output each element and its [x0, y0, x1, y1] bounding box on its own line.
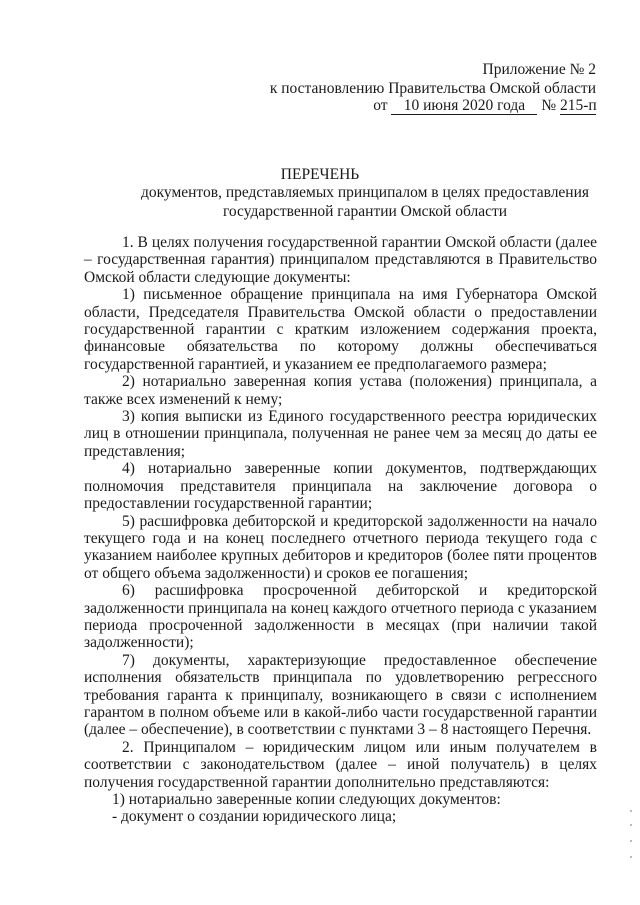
paragraph-1: 1. В целях получения государственной гарантии Омской области (далее – государственная гарантия) принципалом представляются в Правительство Омской области следующие документы:: [84, 234, 597, 286]
document-title: ПЕРЕЧЕНЬ: [280, 166, 360, 183]
resolution-number: 215-п: [560, 97, 597, 114]
paragraph-1-item-7: 7) документы, характеризующие предоставленное обеспечение исполнения обязательств принципала по удовлетворению регрессного требования гаранта к принципалу, возникающего в связи с исполнением гарантом в полном объеме или в какой-либо части государственной гарантии (далее – обеспечение), в соответствии с пунктами 3 – 8 настоящего Перечня.: [84, 651, 597, 739]
from-label: от: [373, 97, 388, 114]
resolution-reference: к постановлению Правительства Омской области: [269, 80, 596, 97]
document-body: [84, 234, 597, 826]
resolution-date-line: [373, 96, 596, 115]
paragraph-1-item-3: 3) копия выписки из Единого государственного реестра юридических лиц в отношении принципала, полученная не ранее чем за месяц до даты ее представления;: [84, 408, 597, 460]
paragraph-2: 2. Принципалом – юридическим лицом или иным получателем в соответствии с законодательством (далее – иной получатель) в целях получения государственной гарантии дополнительно представляются:: [84, 738, 597, 791]
number-label: №: [541, 97, 557, 114]
resolution-date: 10 июня 2020 года: [391, 97, 537, 115]
paragraph-1-item-2: 2) нотариально заверенная копия устава (положения) принципала, а также всех изменений к нему;: [84, 373, 597, 408]
paragraph-2-item-1: 1) нотариально заверенные копии следующих документов:: [112, 791, 501, 808]
paragraph-1-item-4: 4) нотариально заверенные копии документов, подтверждающих полномочия представителя принципала на заключение договора о предоставлении государственной гарантии;: [84, 460, 597, 513]
paragraph-1-item-6: 6) расшифровка просроченной дебиторской и кредиторской задолженности принципала на конец каждого отчетного периода с указанием периода просроченной задолженности в месяцах (при наличии такой задолженности);: [84, 582, 597, 652]
appendix-label: Приложение № 2: [482, 61, 596, 78]
scan-margin-marks: [628, 810, 632, 870]
paragraph-1-item-5: 5) расшифровка дебиторской и кредиторской задолженности на начало текущего года и на конец последнего отчетного периода текущего года с указанием наиболее крупных дебиторов и кредиторов (более пяти процентов от общего объема задолженности) и сроков ее погашения;: [84, 512, 597, 582]
paragraph-1-item-1: 1) письменное обращение принципала на имя Губернатора Омской области, Председателя Правительства Омской области о предоставлении государственной гарантии с кратким изложением содержания проекта, финансовые обязательства по которому должны обеспечиваться государственной гарантией, и указанием ее предполагаемого размера;: [84, 286, 597, 373]
paragraph-2-subitem-1: - документ о создании юридического лица;: [112, 808, 397, 826]
document-subtitle: документов, представляемых принципалом в целях предоставления государственной гарантии Омской области: [140, 184, 590, 220]
